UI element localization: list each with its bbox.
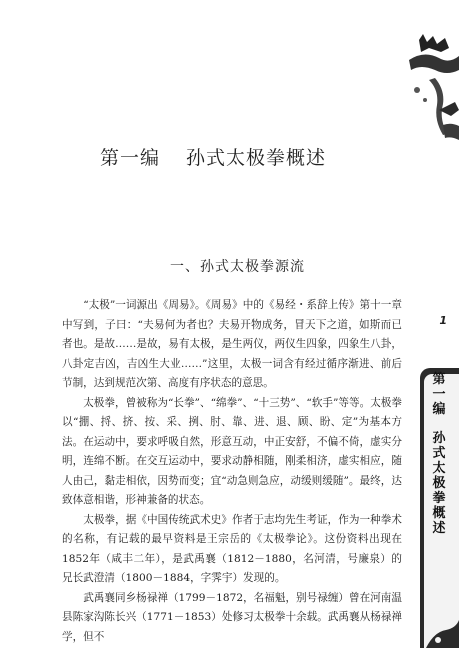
section-heading: 一、孙式太极拳源流 <box>170 259 305 275</box>
chapter-title: 孙式太极拳概述 <box>186 147 327 169</box>
paragraph: 武禹襄同乡杨禄禅（1799－1872，名福魁，别号禄缠）曾在河南温县陈家沟陈长兴（1771－1853）处修习太极拳十余载。武禹襄从杨禄禅学，但不 <box>62 591 402 643</box>
chapter-heading <box>100 143 326 170</box>
paragraph: 太极拳，曾被称为“长拳”、“绵拳”、“十三势”、“软手”等等。太极拳以“掤、捋、挤、按、采、挒、肘、靠、进、退、顾、盼、定”为基本方法。在运动中，要求呼吸自然，形意互动，中正安舒，不偏不倚，虚实分明，连绵不断。在交互运动中，要求动静相随，刚柔相济，虚实相应，随人由己，黏走相依，因势而变；宜“动急则急应，动缓则缓随”。最终，达致体意相谐，形神兼备的状态。 <box>62 396 402 506</box>
chapter-part: 第一编 <box>100 147 161 169</box>
side-tab-char: 拳 <box>432 491 446 506</box>
side-tab-char: 太 <box>432 461 446 476</box>
chapter-side-tab <box>420 368 459 648</box>
paragraph: “太极”一词源出《周易》。《周易》中的《易经・系辞上传》第十一章中写到，子曰：“夫易何为者也？夫易开物成务，冒天下之道，如斯而已者也。是故……是故，易有太极，是生两仪，两仪生四象，四象生八卦，八卦定吉凶，吉凶生大业……”这里，太极一词含有经过循序渐进、前后节制，达到规范次第、高度有序状态的意思。 <box>62 299 402 389</box>
side-tab-char: 概 <box>432 506 446 521</box>
brush-painting-decoration <box>399 30 459 150</box>
side-tab-text <box>426 372 452 536</box>
side-tab-char: 第 <box>432 372 446 387</box>
side-tab-char: 述 <box>432 521 446 536</box>
body-text <box>62 296 402 647</box>
side-tab-part <box>426 372 452 417</box>
page-number: 1 <box>439 314 447 327</box>
side-tab-char: 一 <box>432 387 446 402</box>
paragraph: 太极拳，据《中国传统武术史》作者于志均先生考证，作为一种拳术的名称，有记载的最早资料是王宗岳的《太极拳论》。这份资料出现在1852年（咸丰二年），是武禹襄（1812－1880，名河清，号廉泉）的兄长武澄清（1800－1884，字霁宇）发现的。 <box>62 513 402 584</box>
side-tab-char: 编 <box>432 402 446 417</box>
side-tab-char: 孙 <box>432 431 446 446</box>
side-tab-char: 式 <box>432 446 446 461</box>
side-tab-char: 极 <box>432 476 446 491</box>
tab-ornament-icon <box>426 612 459 648</box>
side-tab-title <box>426 431 452 536</box>
